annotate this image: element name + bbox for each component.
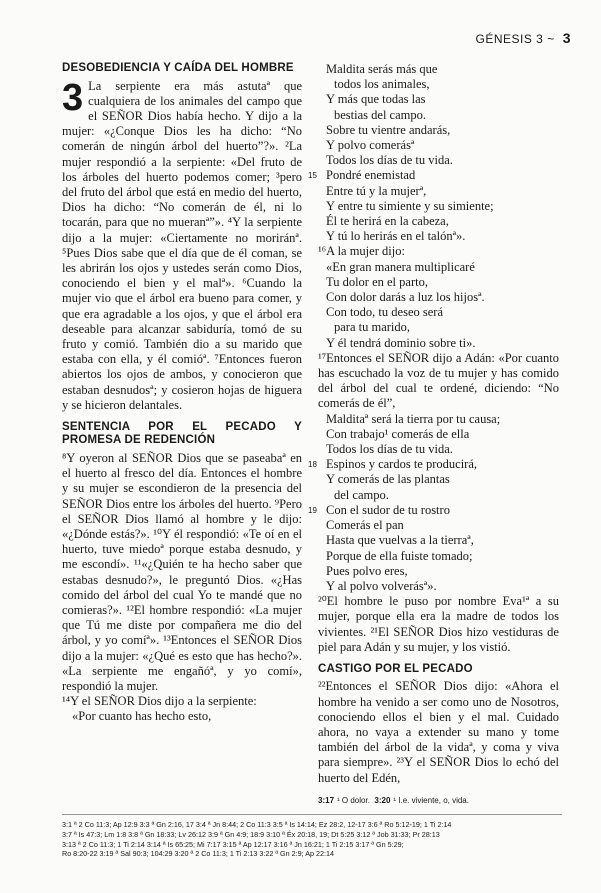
crossref-line: 3:13 ª 2 Co 11:3; 1 Ti 2:14 3:14 ª Is 65:25; Mi 7:17 3:15 ª Ap 12:17 3:16 ª Jn 16:21; 1 Ti 2:15 3:17 ª Gn 5:29; [62,839,404,849]
footer-divider [62,814,562,815]
poem-block-16 [318,260,559,351]
paragraph-verse-16: ¹⁶A la mujer dijo: [318,244,405,259]
verses-1-7-text: La serpiente era más astutaª que cualquiera de los animales del campo que el SEÑOR Dios había hecho. Y dijo a la mujer: «¿Conque Dios les ha dicho: “No comerán de ningún árbol del huerto”?». ²La mujer respondió a la serpiente: «Del fruto de los árboles del huerto podemos comer; ³pero del fruto del árbol que está en medio del huerto, Dios ha dicho: “No comerán de él, ni lo tocarán, para que no mueranª”». ⁴Y la serpiente dijo a la mujer: «Ciertamente no moriránª. ⁵Pues Dios sabe que el día que de él coman, se les abrirán los ojos y ustedes serán como Dios, conociendo el bien y el malª». ⁶Cuando la mujer vio que el árbol era bueno para comer, y que era agradable a los ojos, y que el árbol era deseable para alcanzar sabiduría, tomó de su fruto y comió. También dio a su marido que estaba con ella, y él comióª. ⁷Entonces fueron abiertos los ojos de ambos, y conocieron que estaban desnudosª; y cosieron hojas de higuera y se hicieron delantales. [62,78,302,412]
crossref-line: Ro 8:20-22 3:19 ª Sal 90:3; 104:29 3:20 ª 2 Co 11:3; 1 Ti 2:13 3:22 ª Gn 2:9; Ap 22:14 [62,849,334,859]
footnotes [318,796,568,805]
poem-block-19 [308,502,559,594]
poem-line: Con dolor darás a luz los hijosª. [326,290,485,305]
verse-number-15: 15 [308,171,317,181]
poem-block-14 [318,62,559,168]
poem-line: Entre tú y la mujerª, [326,183,427,198]
footnote-ref: 3:17 [318,796,335,805]
right-column [308,62,559,786]
poem-line: 15 Pondré enemistad [308,168,416,183]
poem-line: Y comerás de las plantas [326,472,450,487]
poem-line: Maldita serás más que [326,62,438,76]
poem-line: Y polvo comerásª [326,138,415,153]
poem-line: Y al polvo volverásª». [326,578,437,593]
poem-line: Con trabajo¹ comerás de ella [326,426,470,441]
poem-line: Porque de ella fuiste tomado; [326,548,473,563]
paragraph-verses-8-13: ⁸Y oyeron al SEÑOR Dios que se paseabaª en el huerto al fresco del día. Entonces el hombre y su mujer se escondieron de la presencia del SEÑOR Dios entre los árboles del huerto. ⁹Pero el SEÑOR Dios llamó al hombre y le dijo: «¿Dónde estás?». ¹⁰Y él respondió: «Te oí en el huerto, tuve miedoª porque estaba desnudo, y me escondí». ¹¹«¿Quién te ha hecho saber que estabas desnudo?», le preguntó Dios. «¿Has comido del árbol del cual Yo te mandé que no comieras?». ¹²El hombre respondió: «La mujer que Tú me diste por compañera me dio del árbol, y yo comíª». ¹³Entonces el SEÑOR Dios dijo a la mujer: «¿Qué es esto que has hecho?». «La serpiente me engañóª, y yo comí», respondió la mujer. [62,450,302,694]
poem-line-14a: «Por cuanto has hecho esto, [72,709,212,724]
footnote-text: ¹ I.e. viviente, o, vida. [393,796,469,805]
poem-line: Y más que todas las [326,92,426,107]
poem-line: Todos los días de tu vida. [326,153,453,168]
poem-line: Hasta que vuelvas a la tierraª, [326,533,474,548]
running-header [476,30,572,46]
poem-block-15 [308,168,559,244]
paragraph-verse-14: ¹⁴Y el SEÑOR Dios dijo a la serpiente: [62,694,257,709]
poem-line: Malditaª será la tierra por tu causa; [326,411,501,426]
poem-line: 18 Espinos y cardos te producirá, [308,457,478,472]
poem-block-17 [318,412,559,458]
poem-line: del campo. [334,487,389,502]
page-number: 3 [562,30,571,46]
footnote-ref: 3:20 [374,796,391,805]
poem-line: «En gran manera multiplicaré [326,259,475,274]
poem-line: bestias del campo. [334,107,426,122]
section-heading-3: CASTIGO POR EL PECADO [318,662,473,675]
section-heading-1: DESOBEDIENCIA Y CAÍDA DEL HOMBRE [62,62,294,74]
poem-line: Y él tendrá dominio sobre ti». [326,335,476,350]
poem-line: Sobre tu vientre andarás, [326,122,451,137]
verse-number-18: 18 [308,460,317,470]
left-column [62,62,302,725]
paragraph-verse-17: ¹⁷Entonces el SEÑOR dijo a Adán: «Por cuanto has escuchado la voz de tu mujer y has comido del árbol del cual te ordené, diciendo: “No comerás de él”, [318,350,559,411]
crossref-line: 3:7 ª Is 47:3; Lm 1:8 3:8 ª Gn 18:33; Lv 26:12 3:9 ª Gn 4:9; 18:9 3:10 ª Éx 20:18, 19; Dt 5:25 3:12 ª Job 31:33; Pr 28:13 [62,829,440,839]
verse-number-19: 19 [308,505,317,515]
cross-references [62,820,567,859]
poem-line: Y tú lo herirás en el talónª». [326,229,466,244]
poem-line: Él te herirá en la cabeza, [326,214,449,229]
chapter-dropcap: 3 [62,76,84,119]
poem-line: Con todo, tu deseo será [326,305,443,320]
poem-line: para tu marido, [334,320,411,335]
poem-line: Y entre tu simiente y su simiente; [326,198,494,213]
paragraph-verses-1-7 [62,76,302,413]
footnote-text: ¹ O dolor. [337,796,370,805]
poem-line: Comerás el pan [326,518,404,533]
poem-line: Pues polvo eres, [326,563,408,578]
poem-block-18 [308,457,559,503]
poem-line: Tu dolor en el parto, [326,274,428,289]
header-book: GÉNESIS 3 ~ [475,32,555,46]
poem-line: todos los animales, [334,77,430,92]
poem-line: 19 Con el sudor de tu rostro [308,502,450,517]
paragraph-verses-22-23: ²²Entonces el SEÑOR Dios dijo: «Ahora el hombre ha venido a ser como uno de Nosotros, conociendo ellos el bien y el mal. Cuidado ahora, no vaya a extender su mano y tome también del árbol de la vidaª, y coma y viva para siempre». ²³Y el SEÑOR Dios lo echó del huerto del Edén, [318,679,559,785]
poem-line: Todos los días de tu vida. [326,442,453,457]
paragraph-verses-20-21: ²⁰El hombre le puso por nombre Eva¹ª a su mujer, porque ella era la madre de todos los vivientes. ²¹El SEÑOR Dios hizo vestiduras de piel para Adán y su mujer, y los vistió. [318,594,559,654]
section-heading-2: SENTENCIA POR EL PECADO Y PROMESA DE REDENCIÓN [62,420,302,447]
crossref-line: 3:1 ª 2 Co 11:3; Ap 12:9 3:3 ª Gn 2:16, 17 3:4 ª Jn 8:44; 2 Co 11:3 3:5 ª Is 14:14; Ez 28:2, 12-17 3:6 ª Ro 5:12-19; 1 Ti 2:14 [62,820,452,829]
